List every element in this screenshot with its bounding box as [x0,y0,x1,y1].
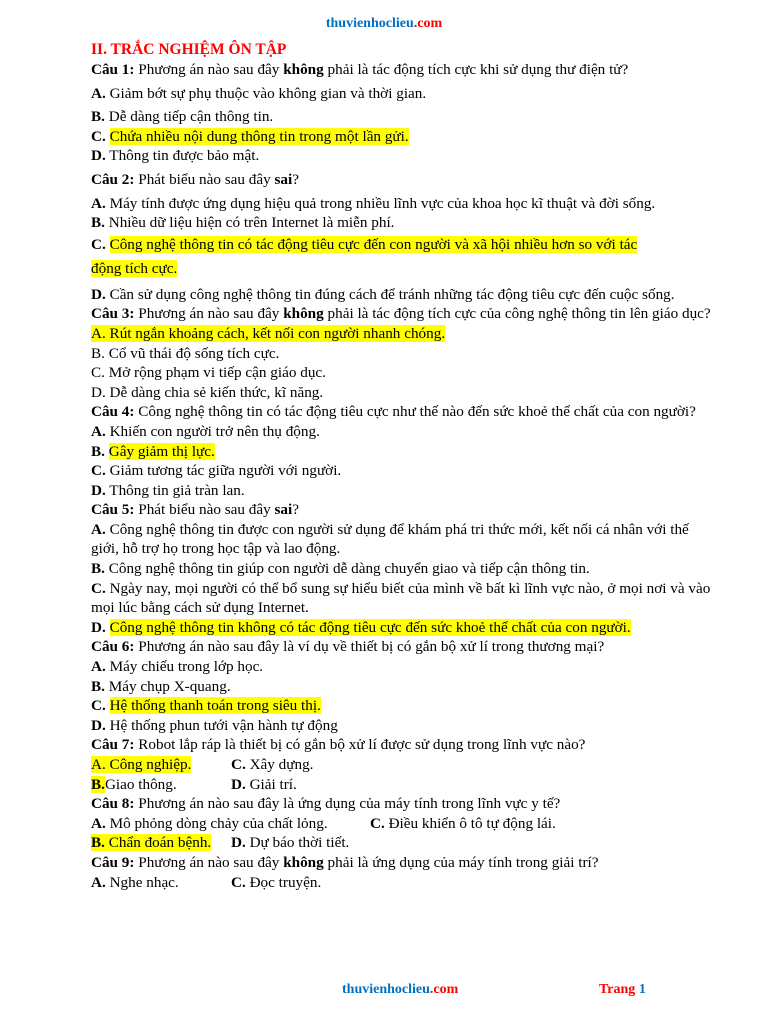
q1-option-c: C. Chứa nhiều nội dung thông tin trong một lần gửi. [91,127,409,145]
question-9: Câu 9: Phương án nào sau đây không phải là ứng dụng của máy tính trong giải trí? [91,853,599,871]
q9-option-a: A. Nghe nhạc. [91,873,179,891]
q7-option-d: D. Giải trí. [231,775,297,793]
q8-option-b [91,833,231,853]
document-body [91,40,711,892]
q6-option-d: D. Hệ thống phun tưới vận hành tự động [91,716,338,734]
q6-option-a: A. Máy chiếu trong lớp học. [91,658,264,676]
question-1: Câu 1: Phương án nào sau đây không phải là tác động tích cực khi sử dụng thư điện tử? [91,61,629,78]
question-4: Câu 4: Công nghệ thông tin có tác động tiêu cực như thế nào đến sức khoẻ thể chất của con người? [91,403,696,421]
highlighted-answer: Hệ thống thanh toán trong siêu thị. [109,697,321,715]
q5-option-c: C. Ngày nay, mọi người có thể bổ sung sự hiểu biết của mình về bất kì lĩnh vực nào, ở mọi nơi và vào mọi lúc bằng cách sử dụng Internet. [91,579,711,617]
q7-options-row-2 [91,775,711,795]
question-3: Câu 3: Phương án nào sau đây không phải là tác động tích cực của công nghệ thông tin lên giáo dục? [91,305,711,323]
q5-option-b: B. Công nghệ thông tin giúp con người dễ dàng chuyển giao và tiếp cận thông tin. [91,560,590,578]
q3-option-a [91,324,711,344]
q4-option-a: A. Khiến con người trở nên thụ động. [91,422,320,440]
q9-option-c: C. Đọc truyện. [231,873,322,891]
q2-option-d: D. Cần sử dụng công nghệ thông tin đúng cách để tránh những tác động tiêu cực đến cuộc sống. [91,285,675,303]
q7-option-a [91,755,231,775]
q8-options-row-2 [91,833,711,853]
question-5: Câu 5: Phát biểu nào sau đây sai? [91,501,299,519]
question-2: Câu 2: Phát biểu nào sau đây sai? [91,170,299,188]
q3-option-b: B. Cổ vũ thái độ sống tích cực. [91,344,280,362]
q1-option-a: A. Giảm bớt sự phụ thuộc vào không gian và thời gian. [91,84,427,102]
q2-option-a: A. Máy tính được ứng dụng hiệu quả trong nhiều lĩnh vực của khoa học kĩ thuật và đời sống. [91,194,656,212]
q8-option-d: D. Dự báo thời tiết. [231,834,350,852]
highlighted-answer: A. Công nghiệp. [91,756,192,773]
q8-option-a: A. Mô phỏng dòng chảy của chất lỏng. [91,814,328,832]
highlighted-answer-cont: động tích cực. [91,259,178,277]
q4-option-d: D. Thông tin giả tràn lan. [91,481,245,499]
q5-option-a: A. Công nghệ thông tin được con người sử dụng để khám phá tri thức mới, kết nối cá nhân với thế giới, hỗ trợ họ trong học tập và lao động. [91,520,689,558]
highlighted-answer: Gây giảm thị lực. [108,442,215,460]
site-name: thuvienhoclieu [325,16,414,31]
site-header [0,16,768,32]
highlighted-answer: B. Chẩn đoán bệnh. [91,834,212,852]
q5-option-d: D. Công nghệ thông tin không có tác động tiêu cực đến sức khoẻ thể chất của con người. [91,618,631,636]
question-7: Câu 7: Robot lắp ráp là thiết bị có gắn bộ xử lí được sử dụng trong lĩnh vực nào? [91,736,586,754]
q3-option-d: D. Dễ dàng chia sẻ kiến thức, kĩ năng. [91,383,324,401]
page-number: Trang 1 [599,982,646,997]
q2-option-b: B. Nhiều dữ liệu hiện có trên Internet là miễn phí. [91,214,395,232]
highlighted-answer: Công nghệ thông tin có tác động tiêu cực đến con người và xã hội nhiều hơn so với tác [109,235,638,253]
q6-option-c: C. Hệ thống thanh toán trong siêu thị. [91,697,321,715]
q2-option-c: C. Công nghệ thông tin có tác động tiêu cực đến con người và xã hội nhiều hơn so với tác động tích cực. [91,235,638,277]
q6-option-b: B. Máy chụp X-quang. [91,677,231,695]
highlighted-answer: Công nghệ thông tin không có tác động tiêu cực đến sức khoẻ thể chất của con người. [109,618,631,636]
q7-options-row-1 [91,755,711,775]
site-tld: .com [413,16,443,31]
q3-option-c: C. Mở rộng phạm vi tiếp cận giáo dục. [91,364,326,382]
q1-option-d: D. Thông tin được bảo mật. [91,147,260,165]
highlighted-answer: Chứa nhiều nội dung thông tin trong một lần gửi. [109,127,409,145]
q4-option-b: B. Gây giảm thị lực. [91,442,215,460]
q7-option-b: B.Giao thông. [91,775,177,793]
footer-site: thuvienhoclieu.com [342,982,459,997]
q4-option-c: C. Giảm tương tác giữa người với người. [91,462,342,480]
question-8: Câu 8: Phương án nào sau đây là ứng dụng của máy tính trong lĩnh vực y tế? [91,795,561,813]
highlighted-answer: A. Rút ngắn khoảng cách, kết nối con người nhanh chóng. [91,324,446,342]
q8-option-c: C. Điều khiển ô tô tự động lái. [370,814,556,832]
q8-options-row-1 [91,814,711,834]
section-title: II. TRẮC NGHIỆM ÔN TẬP [91,41,287,58]
q1-option-b: B. Dễ dàng tiếp cận thông tin. [91,108,274,126]
q9-options-row-1 [91,873,711,893]
question-6: Câu 6: Phương án nào sau đây là ví dụ về thiết bị có gắn bộ xử lí trong thương mại? [91,638,605,656]
q7-option-c: C. Xây dựng. [231,756,314,773]
